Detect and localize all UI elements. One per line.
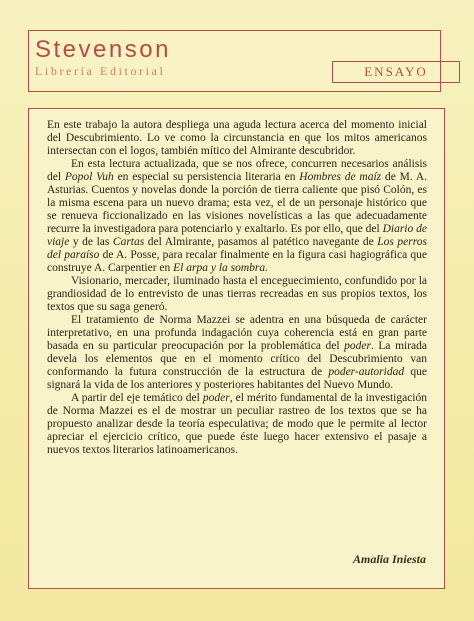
paragraph-4: El tratamiento de Norma Mazzei se adentra en una búsqueda de carácter interpretativo, en una profunda indagación cuya coherencia está en gran parte basada en su particular preocupación por la problemática del poder. La mirada devela los elementos que en el momento crítico del Descubrimiento van conformando la futura construcción de la estructura de poder-autoridad que signará la vida de los anteriores y posteriores habitantes del Nuevo Mundo. — [47, 314, 428, 391]
publisher-logo: Stevenson — [35, 36, 171, 63]
section-label: ENSAYO — [332, 61, 460, 83]
paragraph-1: En este trabajo la autora despliega una aguda lectura acerca del momento inicial del Descubrimiento. Lo ve como la circunstancia en que los mitos americanos intersectan con el logos, también mítico del Almirante descubridor. — [47, 119, 427, 157]
publisher-subtitle: Librería Editorial — [35, 64, 166, 78]
paragraph-2: En esta lectura actualizada, que se nos ofrece, concurren necesarios análisis del Popol Vuh en especial su persistencia literaria en Hombres de maíz de M. A. Asturias. Cuentos y novelas donde la porción de tierra caliente que pisó Colón, es la misma escena para un nuevo drama; esta vez, el de un personaje histórico que se renueva ficcionalizado en las visiones novelísticas a las que adecuadamente recurre la investigadora para potenciarlo y exaltarlo. Es por ello, que del Diario de viaje y de las Cartas del Almirante, pasamos al patético navegante de Los perros del paraíso de A. Posse, para recalar finalmente en la figura casi hagiográfica que construye A. Carpentier en El arpa y la sombra. — [47, 158, 428, 274]
blurb-box — [28, 108, 445, 589]
paragraph-5: A partir del eje temático del poder, el mérito fundamental de la investigación de Norma Mazzei es el de mostrar un peculiar rastreo de los textos que se ha propuesto analizar desde la teoría especulativa; de modo que le permite al lector apreciar el ejercicio crítico, que puede éste luego hacer extensivo el pasaje a nuevos textos literarios latinoamericanos. — [47, 392, 427, 456]
paragraph-3: Visionario, mercader, iluminado hasta el enceguecimiento, confundido por la grandiosidad de lo entrevisto de unas tierras recreadas en sus propios textos, los textos que su saga generó. — [47, 275, 427, 313]
author-signature: Amalia Iniesta — [352, 552, 426, 566]
publisher-header — [28, 30, 441, 92]
blurb-text — [47, 119, 427, 457]
